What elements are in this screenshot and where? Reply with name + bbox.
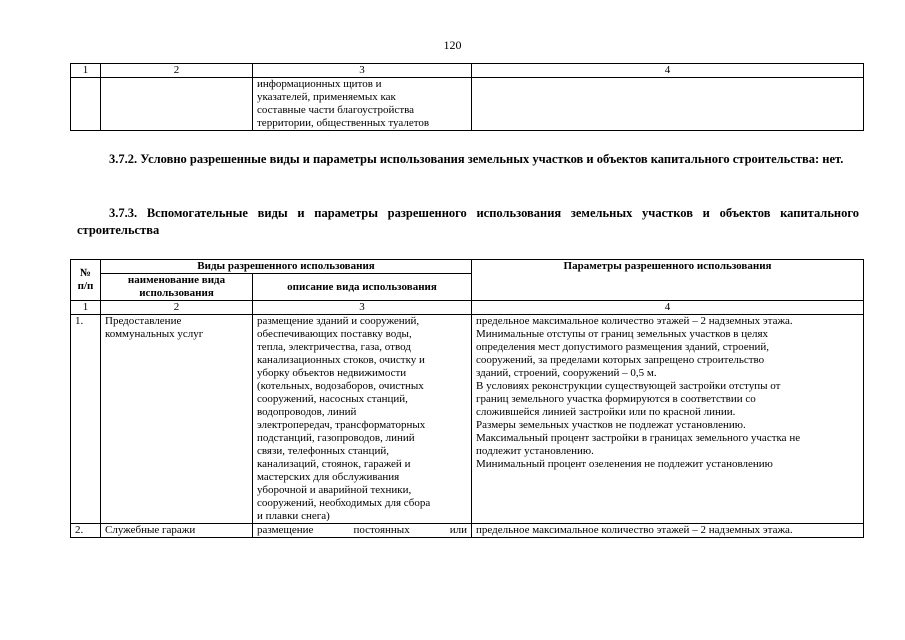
param-line: Максимальный процент застройки в границах земельного участка не: [476, 432, 801, 444]
param-line: предельное максимальное количество этажей – 2 надземных этажа.: [476, 315, 793, 327]
use-params: [472, 315, 864, 524]
use-description: [253, 315, 472, 524]
row-number: 1.: [71, 315, 101, 524]
desc-line: водопроводов, линий: [257, 406, 357, 418]
col-number-2: 2: [101, 64, 253, 78]
header-num: № п/п: [71, 260, 101, 301]
col-number-4: 4: [472, 64, 864, 78]
col-number-2: 2: [101, 301, 253, 315]
desc-line: составные части благоустройства: [257, 104, 415, 116]
table-row: [71, 315, 864, 524]
desc-line: подстанций, газопроводов, линий: [257, 432, 415, 444]
desc-line: размещение постоянных или: [257, 524, 468, 536]
param-line: сооружений, за пределами которых запрещено строительство: [476, 354, 765, 366]
table-row: [71, 524, 864, 538]
param-line: зданий, строений, сооружений – 0,5 м.: [476, 367, 657, 379]
column-number-row: [71, 301, 864, 315]
use-params: [472, 524, 864, 538]
param-line: Минимальный процент озеленения не подлежит установлению: [476, 458, 773, 470]
param-line: Размеры земельных участков не подлежат установлению.: [476, 419, 746, 431]
param-line: Минимальные отступы от границ земельных участков в целях: [476, 328, 769, 340]
cell-description: [253, 78, 472, 131]
desc-line: указателей, применяемых как: [257, 91, 396, 103]
col-number-4: 4: [472, 301, 864, 315]
desc-line: мастерских для обслуживания: [257, 471, 400, 483]
row-number: 2.: [71, 524, 101, 538]
param-line: определения мест допустимого размещения зданий, строений,: [476, 341, 770, 353]
col-number-3: 3: [253, 64, 472, 78]
desc-line: обеспечивающих поставку воды,: [257, 328, 412, 340]
cell-name: [101, 78, 253, 131]
param-line: подлежит установлению.: [476, 445, 594, 457]
cell-num: [71, 78, 101, 131]
desc-line: электропередач, трансформаторных: [257, 419, 426, 431]
desc-line: тепла, электричества, газа, отвод: [257, 341, 411, 353]
auxiliary-uses-table: [70, 259, 864, 538]
desc-line: размещение зданий и сооружений,: [257, 315, 420, 327]
continuation-table: [70, 63, 864, 131]
section-heading-3-7-2: 3.7.2. Условно разрешенные виды и параметры использования земельных участков и объектов капитального строительства: нет.: [109, 152, 844, 166]
desc-line: канализаций, стоянок, гаражей и: [257, 458, 411, 470]
header-name: наименование вида использования: [101, 274, 253, 301]
page-number: 120: [443, 38, 462, 52]
use-name: Предоставление коммунальных услуг: [101, 315, 253, 524]
desc-line: сооружений, необходимых для сбора: [257, 497, 431, 509]
param-line: предельное максимальное количество этажей – 2 надземных этажа.: [476, 524, 793, 536]
table-row: [71, 78, 864, 131]
use-description: [253, 524, 472, 538]
desc-line: связи, телефонных станций,: [257, 445, 389, 457]
header-row-1: [71, 260, 864, 274]
desc-line: и плавки снега): [257, 510, 330, 522]
desc-line: (котельных, водозаборов, очистных: [257, 380, 424, 392]
param-line: В условиях реконструкции существующей застройки отступы от: [476, 380, 781, 392]
cell-params: [472, 78, 864, 131]
param-line: сложившейся линией застройки или по красной линии.: [476, 406, 736, 418]
column-number-row: [71, 64, 864, 78]
header-params: Параметры разрешенного использования: [472, 260, 864, 301]
desc-line: канализационных стоков, очистку и: [257, 354, 425, 366]
use-name: Служебные гаражи: [101, 524, 253, 538]
header-types: Виды разрешенного использования: [101, 260, 472, 274]
section-heading-3-7-3: 3.7.3. Вспомогательные виды и параметры разрешенного использования земельных участков и объектов капитального строительства: [77, 206, 859, 237]
desc-line: информационных щитов и: [257, 78, 382, 90]
col-number-1: 1: [71, 64, 101, 78]
col-number-3: 3: [253, 301, 472, 315]
desc-line: сооружений, насосных станций,: [257, 393, 408, 405]
desc-line: уборку объектов недвижимости: [257, 367, 407, 379]
param-line: границ земельного участка формируются в соответствии со: [476, 393, 756, 405]
desc-line: территории, общественных туалетов: [257, 117, 430, 129]
header-desc: описание вида использования: [253, 274, 472, 301]
col-number-1: 1: [71, 301, 101, 315]
desc-line: уборочной и аварийной техники,: [257, 484, 412, 496]
